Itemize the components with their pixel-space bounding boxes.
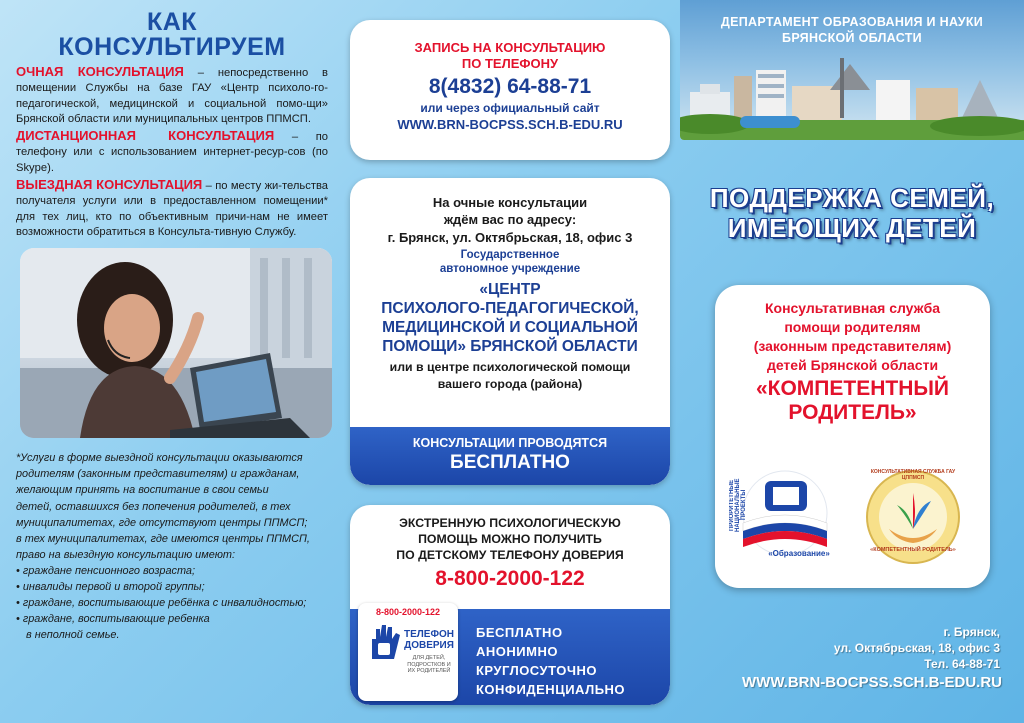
service-line-2: помощи родителям <box>784 319 921 335</box>
note-line: • инвалиды первой и второй группы; <box>16 581 205 594</box>
address-intro-2: ждём вас по адресу: <box>443 212 577 227</box>
hand-icon <box>364 621 408 661</box>
org-type-2: автономное учреждение <box>439 263 581 275</box>
title-line-2: КОНСУЛЬТИРУЕМ <box>58 33 286 61</box>
consult-type-visiting <box>16 177 328 240</box>
main-heading-2: ИМЕЮЩИХ ДЕТЕЙ <box>727 213 977 243</box>
competent-parent-logo <box>863 467 963 567</box>
note-line: в тех муниципалитетах, где имеются центры ППМСП, <box>16 532 310 545</box>
hotline-text-2: ПОМОЩЬ МОЖНО ПОЛУЧИТЬ <box>418 532 602 546</box>
department-name-1: ДЕПАРТАМЕНТ ОБРАЗОВАНИЯ И НАУКИ <box>720 15 984 29</box>
free-consult-bar <box>350 427 670 485</box>
note-line: *Услуги в форме выездной консультации оказываются <box>16 452 303 465</box>
city-skyline-illustration <box>680 50 1024 140</box>
visiting-heading: ВЫЕЗДНАЯ КОНСУЛЬТАЦИЯ <box>16 177 203 193</box>
note-line: в неполной семье. <box>26 629 120 642</box>
visiting-text: – по месту жи-тельства получателя услуги или в предоставленном помещении* для тех лиц, кто по объективным причи-нам не имеет возможности обратиться в Консульта-тивную Службу. <box>16 180 328 238</box>
department-name-2: БРЯНСКОЙ ОБЛАСТИ <box>782 31 922 45</box>
address-text: г. Брянск, ул. Октябрьская, 18, офис 3 <box>387 230 633 245</box>
note-line: право на выездную консультацию имеют: <box>16 548 236 561</box>
note-line: муниципалитетах, где отсутствуют центры ППМСП; <box>16 516 308 529</box>
note-line: • граждане, воспитывающие ребёнка с инвалидностью; <box>16 597 307 610</box>
booking-phone: 8(4832) 64-88-71 <box>428 75 592 98</box>
logo1-caption: ПРИОРИТЕТНЫЕ НАЦИОНАЛЬНЫЕ ПРОЕКТЫ <box>729 478 747 532</box>
booking-url[interactable]: WWW.BRN-BOCPSS.SCH.B-EDU.RU <box>397 117 623 132</box>
national-projects-logo <box>729 463 849 563</box>
org-name-1: «ЦЕНТР <box>479 281 541 298</box>
main-heading <box>680 183 1024 243</box>
alt-center-text-2: вашего города (района) <box>437 377 583 391</box>
title-line-1: КАК <box>146 8 198 36</box>
logo1-subtitle: «Образование» <box>768 549 830 558</box>
address-card <box>350 178 670 485</box>
feature-free: БЕСПЛАТНО <box>476 625 563 640</box>
middle-panel <box>340 0 680 723</box>
contact-street: ул. Октябрьская, 18, офис 3 <box>833 641 1000 655</box>
photo-consultant-at-laptop <box>20 248 332 438</box>
logo-caption: ДЛЯ ДЕТЕЙ, ПОДРОСТКОВ И ИХ РОДИТЕЛЕЙ <box>407 655 451 674</box>
hotline-text-1: ЭКСТРЕННУЮ ПСИХОЛОГИЧЕСКУЮ <box>399 516 621 530</box>
footer-url[interactable]: WWW.BRN-BOCPSS.SCH.B-EDU.RU <box>742 674 1002 691</box>
service-name-1: «КОМПЕТЕНТНЫЙ <box>755 377 950 400</box>
logo-number: 8-800-2000-122 <box>375 607 441 617</box>
booking-site-label: или через официальный сайт <box>420 101 600 115</box>
note-line: желающим принять на воспитание в свои семьи <box>16 484 269 497</box>
note-line: детей, оставшихся без попечения родителей, в тех <box>16 500 291 513</box>
trust-line-logo <box>358 603 458 701</box>
department-banner <box>680 0 1024 140</box>
feature-anonymous: АНОНИМНО <box>476 644 558 659</box>
hotline-card <box>350 505 670 705</box>
address-intro: На очные консультации <box>432 195 588 210</box>
service-line-3: (законным представителям) <box>753 338 952 354</box>
service-box <box>715 285 990 588</box>
remote-text: – по телефону или с использованием интернет-ресур-сов (по Skype). <box>16 131 328 174</box>
remote-heading: ДИСТАНЦИОННАЯ КОНСУЛЬТАЦИЯ <box>16 128 275 144</box>
section-title <box>16 10 328 60</box>
logo-title-1: ТЕЛЕФОН <box>404 629 454 640</box>
hotline-bottom-bar <box>350 609 670 705</box>
hotline-phone: 8-800-2000-122 <box>435 567 585 590</box>
org-name-3: МЕДИЦИНСКОЙ И СОЦИАЛЬНОЙ <box>382 319 638 336</box>
consult-type-remote <box>16 128 328 176</box>
right-panel <box>680 0 1024 723</box>
in-person-heading: ОЧНАЯ КОНСУЛЬТАЦИЯ <box>16 64 184 79</box>
service-line-4: детей Брянской области <box>766 357 939 373</box>
note-line: родителям (законным представителям) и гражданам, <box>16 468 300 481</box>
main-heading-1: ПОДДЕРЖКА СЕМЕЙ, <box>709 183 995 213</box>
left-panel <box>0 0 340 723</box>
booking-subtitle: ПО ТЕЛЕФОНУ <box>461 56 559 71</box>
note-line: • граждане, воспитывающие ребенка <box>16 613 210 626</box>
note-line: • граждане пенсионного возраста; <box>16 564 195 577</box>
service-line-1: Консультативная служба <box>764 300 941 316</box>
logo2-caption: КОНСУЛЬТАТИВНАЯ СЛУЖБА ГАУ ЦППМСП <box>870 469 956 481</box>
consult-type-in-person <box>16 64 328 127</box>
contact-phone: Тел. 64-88-71 <box>924 657 1000 671</box>
service-name-2: РОДИТЕЛЬ» <box>788 401 917 424</box>
contact-block <box>834 624 1000 672</box>
feature-confidential: КОНФИДЕНЦИАЛЬНО <box>476 682 626 697</box>
org-name-2: ПСИХОЛОГО-ПЕДАГОГИЧЕСКОЙ, <box>381 300 639 317</box>
free-bar-line-1: КОНСУЛЬТАЦИИ ПРОВОДЯТСЯ <box>412 436 608 450</box>
booking-title: ЗАПИСЬ НА КОНСУЛЬТАЦИЮ <box>414 40 606 55</box>
org-type: Государственное <box>460 249 560 261</box>
org-name-4: ПОМОЩИ» БРЯНСКОЙ ОБЛАСТИ <box>382 338 638 355</box>
logo2-subtitle: «КОМПЕТЕНТНЫЙ РОДИТЕЛЬ» <box>870 547 956 553</box>
alt-center-text: или в центре психологической помощи <box>389 360 631 374</box>
contact-city: г. Брянск, <box>943 625 1000 639</box>
booking-card <box>350 20 670 160</box>
free-bar-line-2: БЕСПЛАТНО <box>450 452 570 473</box>
footnote <box>16 450 328 643</box>
logo-title-2: ДОВЕРИЯ <box>404 640 454 651</box>
in-person-text: – непосредственно в помещении Службы на базе ГАУ «Центр психоло-го-педагогической, медицинской и социальной помо-щи» Брянской области или муниципальных центров ППМСП. <box>16 67 328 125</box>
feature-24h: КРУГЛОСУТОЧНО <box>476 663 597 678</box>
hotline-text-3: ПО ДЕТСКОМУ ТЕЛЕФОНУ ДОВЕРИЯ <box>396 548 624 562</box>
